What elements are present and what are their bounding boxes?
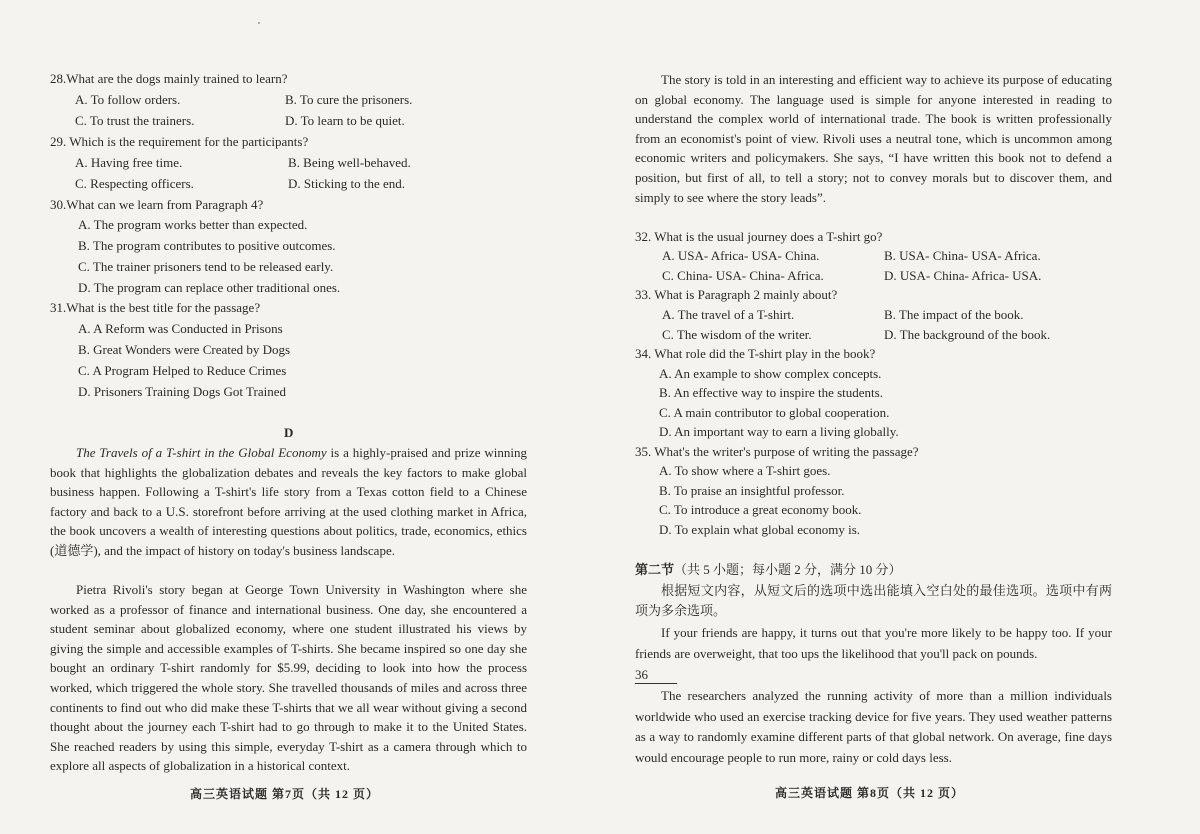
q30-option-d: D. The program can replace other traditional ones. <box>78 280 341 295</box>
q31-option-b: B. Great Wonders were Created by Dogs <box>78 342 291 357</box>
q33-option-c: C. The wisdom of the writer. <box>662 327 812 342</box>
q29-option-c: C. Respecting officers. <box>75 176 194 191</box>
q30-option-a: A. The program works better than expected. <box>78 217 308 232</box>
section-2-header <box>635 561 902 578</box>
scan-speck <box>258 22 260 24</box>
q31-option-d: D. Prisoners Training Dogs Got Trained <box>78 384 287 399</box>
q29-option-a: A. Having free time. <box>75 155 183 170</box>
q31-option-c: C. A Program Helped to Reduce Crimes <box>78 363 287 378</box>
q32-option-a: A. USA- Africa- USA- China. <box>662 248 820 263</box>
q33-option-a: A. The travel of a T-shirt. <box>662 307 795 322</box>
q28-option-c: C. To trust the trainers. <box>75 113 195 128</box>
passage-paragraph-1-text: is a highly-praised and prize winning book that highlights the globalization debates and reveals the key factors to make global business happen. Following a T-shirt's life story from a Texas cotton field to a Chinese factory and back to a U.S. storefront before arriving at the used clothing market in Africa, the book uncovers a wealth of interesting questions about politics, trade, economics, ethics (道德学), and the impact of history on today's business landscape. <box>50 445 527 558</box>
book-title: The Travels of a T-shirt in the Global Economy <box>76 445 327 460</box>
section-2-info: （共 5 小题；每小题 2 分，满分 10 分） <box>674 562 902 577</box>
q28-option-b: B. To cure the prisoners. <box>285 92 413 107</box>
section-d-label: D <box>284 425 294 440</box>
question-32-stem: 32. What is the usual journey does a T-shirt go? <box>635 229 883 244</box>
q30-option-c: C. The trainer prisoners tend to be released early. <box>78 259 334 274</box>
question-28-stem: 28.What are the dogs mainly trained to learn? <box>50 71 288 86</box>
blank-36-number: 36 <box>635 666 677 684</box>
cloze-paragraph-2: The researchers analyzed the running activity of more than a million individuals worldwide who used an exercise tracking device for five years. They used weather patterns as a way to randomly examine different parts of that global network. On average, fine days would encourage people to run more, rainy or cold days less. <box>635 688 1112 765</box>
right-page <box>600 0 1200 834</box>
page-footer-right: 高三英语试题 第8页（共 12 页） <box>775 786 965 800</box>
q31-option-a: A. A Reform was Conducted in Prisons <box>78 321 283 336</box>
question-31-stem: 31.What is the best title for the passage? <box>50 300 261 315</box>
q35-option-d: D. To explain what global economy is. <box>659 522 861 537</box>
q34-option-a: A. An example to show complex concepts. <box>659 366 882 381</box>
q33-option-d: D. The background of the book. <box>884 327 1051 342</box>
q35-option-c: C. To introduce a great economy book. <box>659 502 862 517</box>
passage-paragraph-2: Pietra Rivoli's story began at George Town University in Washington where she worked as a professor of finance and international business. One day, she encountered a student seminar about globalized economy, where one student illustrated his views by giving the simple and accessible examples of T-shirts. She became inspired so one day she bought an ordinary T-shirt randomly for $5.99, deciding to look into how the process worked, which triggered the whole story. She travelled thousands of miles and across three continents to find out who did make these T-shirts that we all wear without giving a second thought about the journey each T-shirt had to go through to make it to the United States. She reached readers by using this simple, everyday T-shirt as a camera through which to explore all aspects of globalization in a historical context. <box>50 582 527 774</box>
section-2-heading: 第二节 <box>635 562 675 577</box>
q32-option-d: D. USA- China- Africa- USA. <box>884 268 1042 283</box>
q35-option-a: A. To show where a T-shirt goes. <box>659 463 831 478</box>
q28-option-a: A. To follow orders. <box>75 92 181 107</box>
q32-option-c: C. China- USA- China- Africa. <box>662 268 824 283</box>
cloze-paragraph-1: If your friends are happy, it turns out that you're more likely to be happy too. If your friends are overweight, that too ups the likelihood that you'll pack on pounds. <box>635 625 1112 661</box>
question-33-stem: 33. What is Paragraph 2 mainly about? <box>635 287 838 302</box>
q34-option-d: D. An important way to earn a living globally. <box>659 424 899 439</box>
question-35-stem: 35. What's the writer's purpose of writing the passage? <box>635 444 919 459</box>
q34-option-b: B. An effective way to inspire the students. <box>659 385 883 400</box>
q28-option-d: D. To learn to be quiet. <box>285 113 405 128</box>
page-footer-left: 高三英语试题 第7页（共 12 页） <box>190 787 380 801</box>
q29-option-d: D. Sticking to the end. <box>288 176 405 191</box>
q29-option-b: B. Being well-behaved. <box>288 155 411 170</box>
q34-option-c: C. A main contributor to global cooperation. <box>659 405 890 420</box>
q32-option-b: B. USA- China- USA- Africa. <box>884 248 1041 263</box>
q33-option-b: B. The impact of the book. <box>884 307 1024 322</box>
passage-paragraph-1 <box>50 443 527 561</box>
passage-paragraph-3: The story is told in an interesting and efficient way to achieve its purpose of educating on global economy. The language used is simple for anyone interested in reading to understand the complex world of international trade. The book is written professionally from an economist's point of view. Rivoli uses a neutral tone, which is uncommon among economic writers and policymakers. She says, “I have written this book not to defend a position, but first of all, to tell a story; not to convey morals but to discover them, and simply to see where the story leads”. <box>635 72 1112 205</box>
q35-option-b: B. To praise an insightful professor. <box>659 483 845 498</box>
question-30-stem: 30.What can we learn from Paragraph 4? <box>50 197 264 212</box>
question-34-stem: 34. What role did the T-shirt play in the book? <box>635 346 876 361</box>
section-2-instruction: 根据短文内容，从短文后的选项中选出能填入空白处的最佳选项。选项中有两项为多余选项。 <box>635 583 1112 618</box>
q30-option-b: B. The program contributes to positive outcomes. <box>78 238 336 253</box>
question-29-stem: 29. Which is the requirement for the participants? <box>50 134 309 149</box>
blank-36 <box>635 666 677 684</box>
